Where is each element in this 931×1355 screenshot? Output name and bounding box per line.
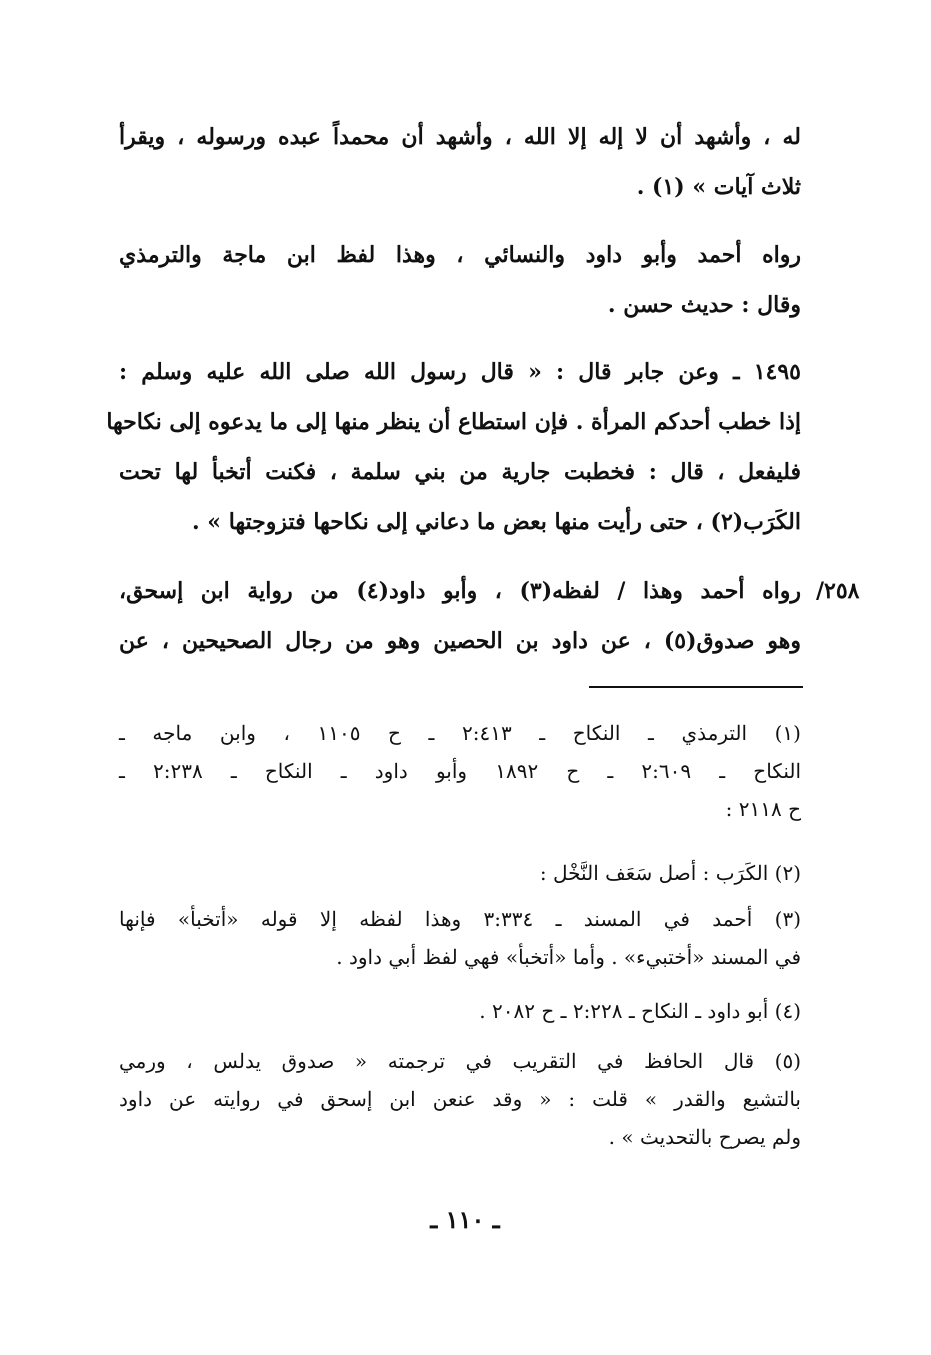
text-line: له ، وأشهد أن لا إله إلا الله ، وأشهد أن محمداً عبده ورسوله ، ويقرأ	[119, 124, 801, 150]
footnote-4	[119, 992, 801, 1030]
text-line: إذا خطب أحدكم المرأة . فإن استطاع أن ينظر منها إلى ما يدعوه إلى نكاحها	[106, 409, 801, 435]
text-line: الكَرَب(٢) ، حتى رأيت منها بعض ما دعاني إلى نكاحها فتزوجتها » .	[191, 509, 801, 535]
footnote-line: ولم يصرح بالتحديث » .	[608, 1125, 801, 1149]
footnote-line: (٥) قال الحافظ في التقريب في ترجمته « صدوق يدلس ، ورمي	[119, 1049, 801, 1073]
footnote-line: ح ٢١١٨ :	[725, 797, 801, 821]
paragraph-1	[119, 112, 801, 212]
footnote-line: في المسند «أختبيء» . وأما «أتخبأ» فهي لفظ أبي داود .	[336, 945, 801, 969]
margin-reference: ٢٥٨/	[816, 578, 860, 604]
footnote-line: (٣) أحمد في المسند ـ ٣:٣٣٤ وهذا لفظه إلا قوله «أتخبأ» فإنها	[119, 907, 802, 931]
footnote-line: بالتشيع والقدر » قلت : « وقد عنعن ابن إسحق في روايته عن داود	[119, 1087, 801, 1111]
text-line: رواه أحمد وهذا / لفظه(٣) ، وأبو داود(٤) من رواية ابن إسحق،	[119, 578, 801, 604]
text-line: وهو صدوق(٥) ، عن داود بن الحصين وهو من رجال الصحيحين ، عن	[119, 628, 801, 654]
footnote-5	[119, 1042, 801, 1156]
text-line: فليفعل ، قال : فخطبت جارية من بني سلمة ، فكنت أتخبأ لها تحت	[119, 459, 801, 485]
footnote-line: (١) الترمذي ـ النكاح ـ ٢:٤١٣ ـ ح ١١٠٥ ، وابن ماجه ـ	[119, 721, 801, 745]
footnote-line: (٢) الكَرَب : أصل سَعَف النَّخْل :	[539, 861, 801, 885]
paragraph-4	[119, 566, 801, 666]
page-number: ـ ١١٠ ـ	[430, 1205, 500, 1234]
paragraph-3	[106, 347, 801, 547]
text-line: وقال : حديث حسن .	[607, 292, 801, 318]
text-line: ثلاث آيات » (١) .	[636, 174, 801, 200]
text-line: ١٤٩٥ ـ وعن جابر قال : « قال رسول الله صلى الله عليه وسلم :	[119, 359, 801, 385]
footnote-line: النكاح ـ ٢:٦٠٩ ـ ح ١٨٩٢ وأبو داود ـ النكاح ـ ٢:٢٣٨ ـ	[119, 759, 802, 783]
text-line: رواه أحمد وأبو داود والنسائي ، وهذا لفظ ابن ماجة والترمذي	[119, 242, 801, 268]
footnote-3	[119, 900, 801, 976]
footnote-2	[119, 854, 801, 892]
footnote-divider	[589, 686, 803, 688]
footnote-line: (٤) أبو داود ـ النكاح ـ ٢:٢٢٨ ـ ح ٢٠٨٢ .	[479, 999, 801, 1023]
paragraph-2	[119, 230, 801, 330]
footnote-1	[119, 714, 801, 828]
